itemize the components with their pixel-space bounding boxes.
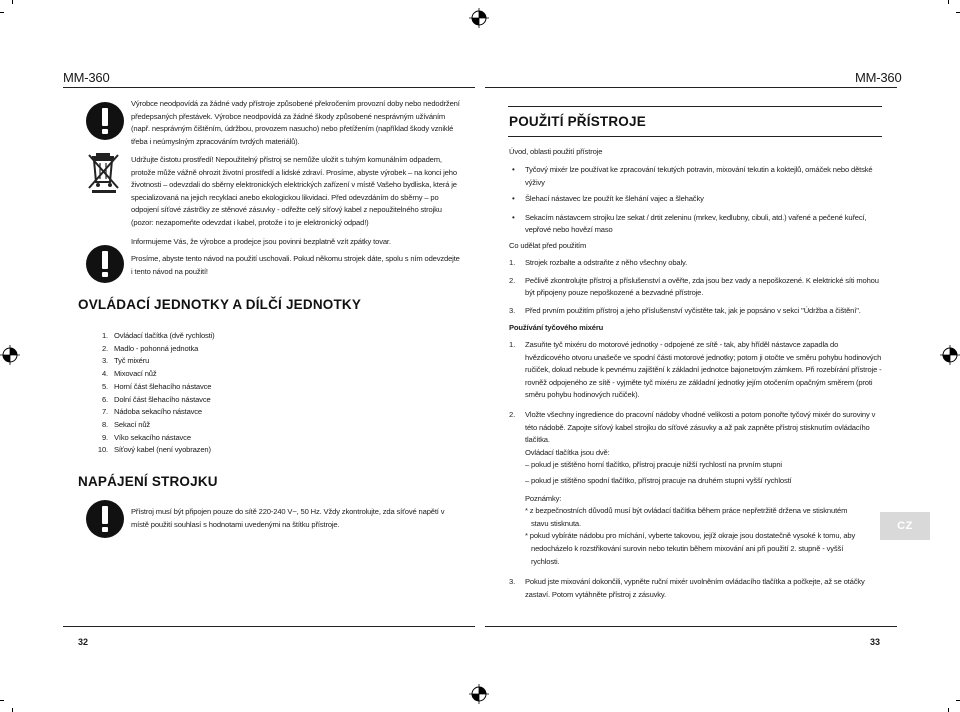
- uses-list: [509, 164, 883, 237]
- list-item: 1. Zasuňte tyč mixéru do motorové jednotky - odpojené ze sítě - tak, aby hříděl nástavce zapadla do hvězdicového otvoru unašeče ve spodní části motorové jednotky; potom ji otočte ve směru pohybu hodinových ručiček, dokud nebude k pevnému zajištění k základní jednotce bajonetovým zámkem. Při rozebírání přístroje - rovněž odpojeného ze sítě - vyjměte tyč mixéru ze základní jednotky jejím otočením opačným směrem (proti směru pohybu hodinových ručiček).: [509, 340, 882, 400]
- note-item: * pokud vybíráte nádobu pro míchání, vyberte takovou, jejíž okraje jsou dostatečně vysoké k tomu, aby nedocházelo k rozstřikování surovin nebo tekutin během mixování ani při použití 2. stupně - vyšší rychlosti.: [525, 531, 856, 566]
- right-header-rule: [485, 87, 897, 88]
- crop-mark: [0, 12, 4, 13]
- button-line: – pokud je stištěno horní tlačítko, přístroj pracuje nižší rychlostí na prvním stupni: [525, 460, 782, 470]
- registration-mark-icon: [469, 8, 489, 28]
- page-number: 33: [870, 637, 881, 647]
- list-item: 1. Strojek rozbalte a odstraňte z něho všechny obaly.: [509, 258, 688, 267]
- left-page-header: MM-360: [63, 70, 110, 85]
- registration-mark-icon: [0, 345, 20, 365]
- inform-text: Informujeme Vás, že výrobce a prodejce jsou povinni bezplatně vzít zpátky tovar.: [131, 237, 391, 246]
- warning-icon: [86, 500, 124, 538]
- registration-mark-icon: [469, 684, 489, 704]
- section-rule-bottom: [508, 136, 882, 137]
- list-item: 5. Horní část šlehacího nástavce: [101, 381, 212, 391]
- mixer-steps: [509, 339, 883, 601]
- power-heading: NAPÁJENÍ STROJKU: [78, 474, 218, 489]
- list-item: 1. Ovládací tlačítka (dvě rychlosti): [101, 331, 215, 340]
- list-item: 7. Nádoba sekacího nástavce: [101, 407, 203, 417]
- environment-text: Udržujte čistotu prostředí! Nepoužitelný přístroj se nemůže uložit s tuhým komunálním odpadem, protože může vážně ohrozit životní prostředí a lidské zdraví. Prosíme, abyste výrobek – na konci jeho životnosti – odevzdali do sběrny elektronických elektrických zařízení v místě Vašeho bydliska, která je specializovaná na jejich recyklaci anebo ekologickou likvidaci. Před odevzdáním do sběrny – po odpojení síťové zástrčky ze stěnové zásuvky - odřežte celý síťový kabel z nepoužitelného strojku (pozor: nezapomeňte odevzdat i kabel, protože i to je elektronický odpad!): [131, 155, 457, 227]
- before-use-title: Co udělat před použitím: [509, 241, 587, 250]
- right-footer-rule: [485, 626, 897, 627]
- list-item: 3. Pokud jste mixování dokončili, vypněte ruční mixér uvolněním ovládacího tlačítka a počkejte, až se otáčky zastaví. Potom vytáhněte přístroj z zásuvky.: [509, 577, 865, 599]
- list-item: 2. Madlo - pohonná jednotka: [101, 343, 199, 353]
- crossed-bin-icon: [86, 150, 124, 194]
- list-item: 9. Víko sekacího nástavce: [101, 432, 191, 442]
- warning-icon: [86, 102, 124, 140]
- note-item: * z bezpečnostních důvodů musí být ovládací tlačítka během práce nepřetržitě držena ve stisknutém stavu stisknuta.: [525, 506, 848, 528]
- list-item: 3. Před prvním použitím přístroj a jeho příslušenství vyčistěte tak, jak je popsáno v sekci "Údržba a čištění".: [509, 305, 861, 315]
- using-mixer-title: Používání tyčového mixéru: [509, 323, 604, 332]
- intro-line: Úvod, oblasti použití přístroje: [509, 147, 603, 156]
- list-item: 2. Vložte všechny ingredience do pracovní nádoby vhodné velikosti a potom ponořte tyčový mixér do suroviny v této nádobě. Zapojte síťový kabel strojku do síťové zásuvky a až pak zapněte přístroj stisknutím ovládacího tlačítka.: [509, 409, 876, 445]
- crop-mark: [0, 700, 4, 701]
- language-tab: CZ: [880, 512, 930, 540]
- crop-mark: [948, 708, 949, 712]
- list-item: • Sekacím nástavcem strojku lze sekat / drtit zeleninu (mrkev, kedlubny, cibuli, atd.) vařené a pečené kuřecí, vepřové nebo hovězí maso: [509, 212, 883, 237]
- left-header-rule: [63, 87, 475, 88]
- crop-mark: [12, 708, 13, 712]
- power-text: Přístroj musí být připojen pouze do sítě 220-240 V~, 50 Hz. Vždy zkontrolujte, zda síťové napětí v místě použití souhlasí s hodnotami uvedenými na štítku přístroje.: [131, 507, 445, 529]
- warning-icon: [86, 245, 124, 283]
- crop-mark: [948, 0, 949, 4]
- list-item: 10. Síťový kabel (není vyobrazen): [97, 445, 211, 455]
- buttons-intro: Ovládací tlačítka jsou dvě:: [525, 447, 610, 457]
- controls-list: [84, 330, 384, 457]
- page-number: 32: [78, 637, 89, 647]
- list-item: 3. Tyč mixéru: [101, 356, 150, 366]
- list-item: 4. Mixovací nůž: [101, 369, 157, 379]
- crop-mark: [12, 0, 13, 4]
- crop-mark: [956, 12, 960, 13]
- right-page-header: MM-360: [855, 70, 902, 85]
- list-item: 2. Pečlivě zkontrolujte přístroj a příslušenství a ověřte, zda jsou bez vady a nepoškozené. K elektrické síti mohou být připojeny pouze nepoškozené a bezvadné přístroje.: [509, 275, 879, 298]
- usage-heading: POUŽITÍ PŘÍSTROJE: [509, 114, 646, 129]
- list-item: 6. Dolní část šlehacího nástavce: [101, 394, 211, 404]
- section-rule-top: [508, 106, 882, 107]
- registration-mark-icon: [940, 345, 960, 365]
- keep-manual-text: Prosíme, abyste tento návod na použití uschovali. Pokud někomu strojek dáte, spolu s ním odevzdejte i tento návod na použití!: [131, 254, 460, 276]
- notes-title: Poznámky:: [525, 493, 562, 503]
- steps-list: [509, 257, 883, 317]
- intro-warning-text: Výrobce neodpovídá za žádné vady přístroje způsobené překročením provozní doby nebo nedodržení předepsaných přestávek. Výrobce neodpovídá za žádné škody způsobené nesprávným užíváním (např. nesprávným čištěním, údržbou, provozem nasucho) nebo přetížením (například škody vzniklé třeba i neúmyslným zpracováním tvrdých materiálů).: [131, 99, 460, 146]
- controls-heading: OVLÁDACÍ JEDNOTKY A DÍLČÍ JEDNOTKY: [78, 297, 362, 312]
- button-line: – pokud je stištěno spodní tlačítko, přístroj pracuje na druhém stupni vyšší rychlostí: [525, 475, 792, 485]
- list-item: • Šlehací nástavec lze použít ke šlehání vajec a šlehačky: [509, 193, 883, 206]
- crop-mark: [956, 700, 960, 701]
- list-item: • Tyčový mixér lze používat ke zpracování tekutých potravin, mixování tekutin a koktejlů, omáček nebo dětské výživy: [509, 164, 883, 189]
- left-footer-rule: [63, 626, 475, 627]
- list-item: 8. Sekací nůž: [101, 419, 151, 429]
